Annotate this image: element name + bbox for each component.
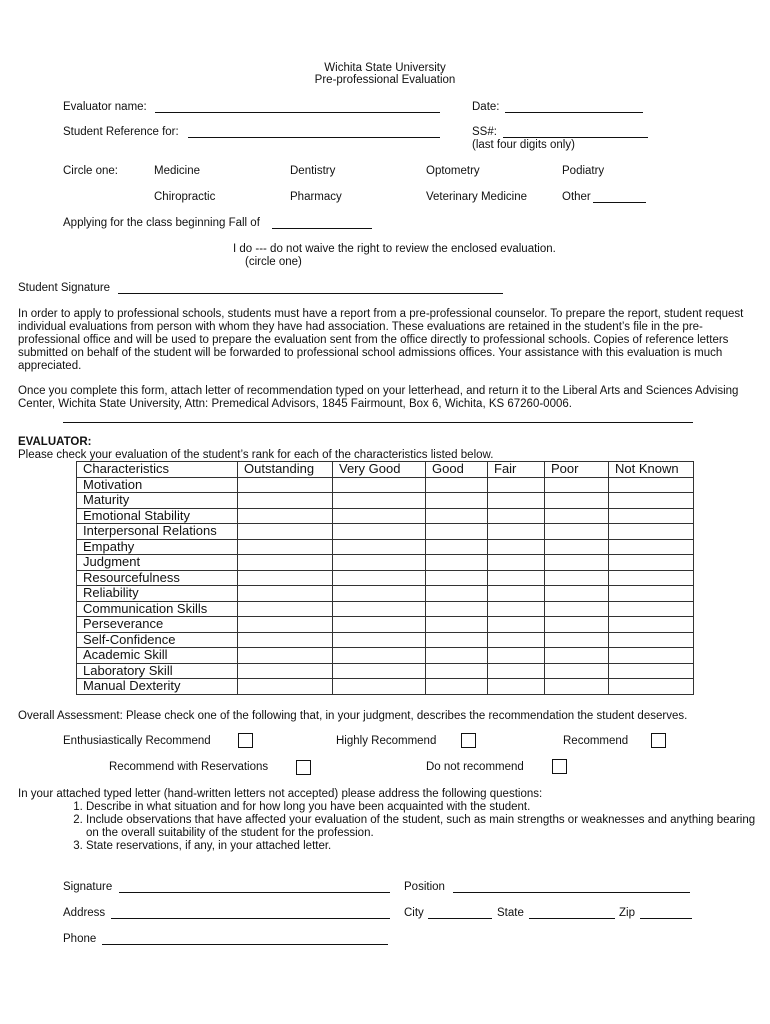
- other-field[interactable]: [593, 192, 646, 203]
- rating-cell[interactable]: [488, 555, 545, 571]
- rating-cell[interactable]: [333, 477, 426, 493]
- option-other[interactable]: Other: [562, 191, 591, 203]
- student-signature-field[interactable]: [118, 283, 503, 294]
- circle-one-label: Circle one:: [63, 165, 118, 177]
- rating-cell[interactable]: [488, 586, 545, 602]
- rating-cell[interactable]: [333, 648, 426, 664]
- rating-cell[interactable]: [488, 648, 545, 664]
- rating-cell[interactable]: [426, 663, 488, 679]
- table-row: [77, 586, 694, 602]
- table-row: [77, 555, 694, 571]
- rating-cell[interactable]: [426, 679, 488, 695]
- table-row: [77, 601, 694, 617]
- rating-cell[interactable]: [609, 586, 694, 602]
- rating-cell[interactable]: [545, 586, 609, 602]
- enthusiastically-recommend-checkbox[interactable]: [238, 733, 253, 748]
- characteristic-label: Interpersonal Relations: [77, 524, 238, 540]
- rating-cell[interactable]: [238, 617, 333, 633]
- column-header: Outstanding: [238, 462, 333, 478]
- letter-questions: [48, 801, 766, 853]
- table-row: [77, 663, 694, 679]
- rating-cell[interactable]: [238, 648, 333, 664]
- rating-cell[interactable]: [426, 477, 488, 493]
- rating-cell[interactable]: [426, 508, 488, 524]
- highly-recommend-label: Highly Recommend: [336, 735, 437, 747]
- rating-cell[interactable]: [609, 648, 694, 664]
- rating-cell[interactable]: [333, 632, 426, 648]
- rating-cell[interactable]: [426, 493, 488, 509]
- rating-cell[interactable]: [488, 679, 545, 695]
- student-signature-label: Student Signature: [18, 282, 111, 294]
- recommend-with-reservations-checkbox[interactable]: [296, 760, 311, 775]
- rating-cell[interactable]: [333, 601, 426, 617]
- rating-cell[interactable]: [426, 601, 488, 617]
- option-pharmacy[interactable]: Pharmacy: [290, 191, 342, 203]
- intro-paragraph: In order to apply to professional schools, students must have a report from a pre-professional counselor. To prepare the report, student request individual evaluations from person with whom they have had association. These evaluations are retained in the student’s file in the pre-professional office and will be used to prepare the evaluation sent from the office directly to professional schools. Copies of reference letters submitted on behalf of the student will be forwarded to professional school admissions offices. Your assistance with this evaluation is much appreciated.: [18, 308, 744, 372]
- signature-label: Signature: [63, 881, 113, 893]
- rating-cell[interactable]: [238, 663, 333, 679]
- position-label: Position: [404, 881, 445, 893]
- do-not-recommend-checkbox[interactable]: [552, 759, 567, 774]
- waiver-statement[interactable]: I do --- do not waive the right to review the enclosed evaluation.: [233, 243, 556, 255]
- table-row: [77, 539, 694, 555]
- recommend-label: Recommend: [563, 735, 629, 747]
- date-field[interactable]: [505, 102, 643, 113]
- rating-cell[interactable]: [488, 663, 545, 679]
- rating-cell[interactable]: [545, 539, 609, 555]
- rating-cell[interactable]: [426, 617, 488, 633]
- ss-label: SS#:: [472, 126, 497, 138]
- characteristic-label: Academic Skill: [77, 648, 238, 664]
- rating-cell[interactable]: [238, 493, 333, 509]
- letter-question-1: 1. Describe in what situation and for how long you have been acquainted with the student.: [86, 801, 766, 814]
- rating-cell[interactable]: [426, 570, 488, 586]
- highly-recommend-checkbox[interactable]: [461, 733, 476, 748]
- do-not-recommend-label: Do not recommend: [426, 761, 524, 773]
- address-field[interactable]: [111, 908, 390, 919]
- evaluator-heading: EVALUATOR:: [18, 436, 92, 448]
- rating-cell[interactable]: [238, 555, 333, 571]
- phone-label: Phone: [63, 933, 97, 945]
- rating-cell[interactable]: [545, 508, 609, 524]
- student-reference-label: Student Reference for:: [63, 126, 179, 138]
- recommend-with-reservations-label: Recommend with Reservations: [109, 761, 269, 773]
- rating-cell[interactable]: [545, 601, 609, 617]
- rating-table: [76, 461, 694, 695]
- option-dentistry[interactable]: Dentistry: [290, 165, 336, 177]
- position-field[interactable]: [453, 882, 690, 893]
- state-label: State: [497, 907, 524, 919]
- rating-cell[interactable]: [238, 632, 333, 648]
- table-row: [77, 679, 694, 695]
- characteristic-label: Judgment: [77, 555, 238, 571]
- zip-label: Zip: [619, 907, 635, 919]
- rating-cell[interactable]: [545, 632, 609, 648]
- rating-cell[interactable]: [545, 524, 609, 540]
- column-header: Good: [426, 462, 488, 478]
- rating-cell[interactable]: [426, 632, 488, 648]
- rating-cell[interactable]: [426, 539, 488, 555]
- rating-cell[interactable]: [238, 508, 333, 524]
- rating-cell[interactable]: [333, 586, 426, 602]
- characteristic-label: Resourcefulness: [77, 570, 238, 586]
- rating-cell[interactable]: [545, 663, 609, 679]
- rating-cell[interactable]: [609, 524, 694, 540]
- rating-cell[interactable]: [333, 524, 426, 540]
- table-row: [77, 632, 694, 648]
- rating-cell[interactable]: [333, 679, 426, 695]
- enthusiastically-recommend-label: Enthusiastically Recommend: [63, 735, 211, 747]
- rating-cell[interactable]: [609, 663, 694, 679]
- rating-cell[interactable]: [609, 493, 694, 509]
- rating-cell[interactable]: [488, 477, 545, 493]
- divider: [63, 422, 693, 423]
- date-label: Date:: [472, 101, 500, 113]
- rating-cell[interactable]: [333, 493, 426, 509]
- rating-cell[interactable]: [238, 539, 333, 555]
- characteristic-label: Maturity: [77, 493, 238, 509]
- table-row: [77, 524, 694, 540]
- rating-cell[interactable]: [545, 493, 609, 509]
- column-header: Fair: [488, 462, 545, 478]
- rating-cell[interactable]: [488, 617, 545, 633]
- rating-cell[interactable]: [488, 508, 545, 524]
- rating-cell[interactable]: [488, 601, 545, 617]
- letter-intro: In your attached typed letter (hand-written letters not accepted) please address the following questions:: [18, 788, 543, 800]
- table-row: [77, 477, 694, 493]
- rating-cell[interactable]: [609, 555, 694, 571]
- student-reference-field[interactable]: [188, 127, 440, 138]
- characteristic-label: Self-Confidence: [77, 632, 238, 648]
- table-row: [77, 617, 694, 633]
- rating-cell[interactable]: [238, 524, 333, 540]
- rating-cell[interactable]: [238, 679, 333, 695]
- rating-cell[interactable]: [545, 477, 609, 493]
- state-field[interactable]: [529, 908, 615, 919]
- rating-cell[interactable]: [238, 477, 333, 493]
- rating-cell[interactable]: [238, 601, 333, 617]
- rating-cell[interactable]: [238, 586, 333, 602]
- characteristic-label: Communication Skills: [77, 601, 238, 617]
- characteristic-label: Reliability: [77, 586, 238, 602]
- recommend-checkbox[interactable]: [651, 733, 666, 748]
- ss-note: (last four digits only): [472, 139, 575, 151]
- evaluator-name-field[interactable]: [155, 102, 440, 113]
- table-row: [77, 570, 694, 586]
- city-field[interactable]: [428, 908, 492, 919]
- characteristic-label: Perseverance: [77, 617, 238, 633]
- evaluator-instructions: Please check your evaluation of the student’s rank for each of the characteristics listed below.: [18, 449, 494, 461]
- table-row: [77, 648, 694, 664]
- option-podiatry[interactable]: Podiatry: [562, 165, 605, 177]
- rating-cell[interactable]: [609, 632, 694, 648]
- rating-cell[interactable]: [609, 570, 694, 586]
- characteristic-label: Motivation: [77, 477, 238, 493]
- form-title: Pre-professional Evaluation: [314, 74, 456, 86]
- signature-field[interactable]: [119, 882, 390, 893]
- column-header: Characteristics: [77, 462, 238, 478]
- option-chiropractic[interactable]: Chiropractic: [154, 191, 216, 203]
- assessment-intro: Overall Assessment: Please check one of the following that, in your judgment, describes the recommendation the student deserves.: [18, 710, 688, 722]
- address-label: Address: [63, 907, 106, 919]
- return-instructions: Once you complete this form, attach letter of recommendation typed on your letterhead, and return it to the Liberal Arts and Sciences Advising Center, Wichita State University, Attn: Premedical Advisors, 1845 Fairmount, Box 6, Wichita, KS 67260-0006.: [18, 385, 739, 410]
- rating-cell[interactable]: [545, 679, 609, 695]
- rating-cell[interactable]: [333, 663, 426, 679]
- option-optometry[interactable]: Optometry: [426, 165, 480, 177]
- rating-cell[interactable]: [333, 539, 426, 555]
- rating-cell[interactable]: [426, 648, 488, 664]
- rating-cell[interactable]: [545, 570, 609, 586]
- rating-cell[interactable]: [609, 508, 694, 524]
- characteristic-label: Manual Dexterity: [77, 679, 238, 695]
- column-header: Not Known: [609, 462, 694, 478]
- rating-cell[interactable]: [609, 539, 694, 555]
- rating-cell[interactable]: [609, 679, 694, 695]
- rating-cell[interactable]: [488, 632, 545, 648]
- characteristic-label: Laboratory Skill: [77, 663, 238, 679]
- zip-field[interactable]: [640, 908, 692, 919]
- table-row: [77, 493, 694, 509]
- column-header: Very Good: [333, 462, 426, 478]
- rating-cell[interactable]: [545, 617, 609, 633]
- phone-field[interactable]: [102, 934, 388, 945]
- rating-cell[interactable]: [488, 570, 545, 586]
- applying-label: Applying for the class beginning Fall of: [63, 217, 260, 229]
- letter-question-3: 3. State reservations, if any, in your attached letter.: [86, 840, 766, 853]
- university-name: Wichita State University: [324, 62, 446, 74]
- characteristic-label: Empathy: [77, 539, 238, 555]
- applying-year-field[interactable]: [272, 218, 372, 229]
- rating-cell[interactable]: [333, 508, 426, 524]
- rating-cell[interactable]: [545, 555, 609, 571]
- rating-cell[interactable]: [333, 570, 426, 586]
- rating-cell[interactable]: [488, 493, 545, 509]
- rating-cell[interactable]: [333, 617, 426, 633]
- rating-cell[interactable]: [609, 477, 694, 493]
- rating-cell[interactable]: [426, 555, 488, 571]
- city-label: City: [404, 907, 424, 919]
- table-header-row: [77, 462, 694, 478]
- column-header: Poor: [545, 462, 609, 478]
- rating-cell[interactable]: [609, 601, 694, 617]
- rating-cell[interactable]: [238, 570, 333, 586]
- characteristic-label: Emotional Stability: [77, 508, 238, 524]
- rating-cell[interactable]: [426, 586, 488, 602]
- rating-cell[interactable]: [488, 524, 545, 540]
- rating-cell[interactable]: [426, 524, 488, 540]
- table-row: [77, 508, 694, 524]
- waiver-note: (circle one): [245, 256, 302, 268]
- letter-question-2: 2. Include observations that have affected your evaluation of the student, such as main strengths or weaknesses and anything bearing on the overall suitability of the student for the profession.: [86, 814, 766, 840]
- rating-cell[interactable]: [488, 539, 545, 555]
- rating-cell[interactable]: [609, 617, 694, 633]
- ss-field[interactable]: [503, 127, 648, 138]
- option-medicine[interactable]: Medicine: [154, 165, 201, 177]
- rating-cell[interactable]: [545, 648, 609, 664]
- option-veterinary-medicine[interactable]: Veterinary Medicine: [426, 191, 527, 203]
- evaluator-name-label: Evaluator name:: [63, 101, 147, 113]
- rating-cell[interactable]: [333, 555, 426, 571]
